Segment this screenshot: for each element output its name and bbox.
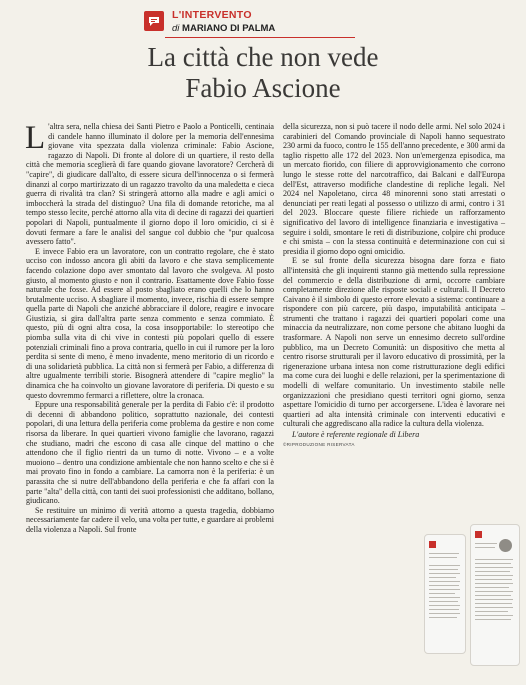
headline-line-2: Fabio Ascione [185, 73, 341, 103]
copyright-notice: ©RIPRODUZIONE RISERVATA [283, 441, 355, 447]
author-signature: L'autore è referente regionale di Libera [292, 430, 420, 439]
thumbnail-page-right [470, 524, 520, 666]
speech-bubble-icon [144, 11, 164, 31]
article-column-left [26, 122, 274, 535]
drop-cap: L [25, 120, 46, 156]
author-name: MARIANO DI PALMA [182, 23, 276, 34]
thumbnail-page-left [424, 534, 466, 654]
page-thumbnails [424, 512, 522, 676]
headline-line-1: La città che non vede [147, 42, 379, 72]
article-paragraph: E se sul fronte della sicurezza bisogna dare forza e fiato all'intensità che gli inquirenti stanno già mettendo sulla repressione del commercio e della distribuzione di armi, occorre cambiare completamente direzione alle risposte sociali e culturali. Il Decreto Caivano è il simbolo di questo errore elevato a sistema: continuare a rispondere con più carcere, più daspo, imputabilità anticipata – strumenti che trattano i ragazzi dei quartieri popolari come una minaccia da neutralizzare, non come persone che abitano luoghi da trasformare. A Napoli non serve un ennesimo decreto sull'ordine pubblico, ma un Decreto Comunità: un dispositivo che metta al centro risorse strutturali per il lavoro educativo di prossimità, per la rigenerazione urbana intesa non come ristrutturazione degli edifici ma come cura dei luoghi e delle relazioni, per la sperimentazione di modelli di welfare comunitario. Un investimento stabile nelle organizzazioni che presidiano questi territori ogni giorno, senza aspettare l'omicidio di turno per accorgersene. L'idea è lavorare nei quartieri ad alta intensità criminale con interventi educativi e culturali che aggrediscano alla radice la cultura della violenza. [283, 256, 505, 429]
article-column-right [283, 122, 505, 449]
article-paragraph [26, 122, 274, 247]
byline [172, 23, 275, 34]
byline-prefix: di [172, 23, 180, 34]
article-paragraph: E invece Fabio era un lavoratore, con un contratto regolare, che è stato ucciso con indosso ancora gli abiti da lavoro e che stava semplicemente facendo colazione dopo aver smontato dal lavoro che svolgeva. Al posto giusto, al momento giusto e non il contrario. Esattamente dove Fabio fosse naturale che fosse. Ad essere al posto sbagliato erano quelli che lo hanno brutalmente ucciso. A sbagliare il momento, invece, rischia di essere sempre quella parte di Napoli che anziché abbracciare il dolore, reagire e invocare Giustizia, si gira dall'altra parte senza commento e senza commiato. È questo, più di ogni altra cosa, la cosa insopportabile: lo stereotipo che piomba sulla vita di chi vive in contesti più popolari quello di essere potenziali criminali fino a prova contraria, quello in cui il rumore per la loro perdita si sente di meno, è meno invadente, meno meritorio di un ricordo e di una solidarietà pubblica. La città non si fermerà per Fabio, a differenza di altre ugualmente terribili storie. Bisognerà attendere di "capire meglio" la dinamica che ha coinvolto un giovane lavoratore di periferia. Di questo e su questo dovremmo fermarci a riflettere, oltre la cronaca. [26, 246, 274, 400]
article-paragraph: Eppure una responsabilità generale per la perdita di Fabio c'è: il prodotto di decenni di abbandono politico, soprattutto nazionale, dei contesti popolari, di una lettura della periferia come problema da gestire e non come risorsa da liberare. In quei quartieri vivono famiglie che lavorano, ragazzi che studiano, madri che escono di casa alle cinque del mattino o che attendono che il figlio rientri da un turno di notte. Vivono – e a volte muoiono – dentro una condizione ambientale che non hanno scelto e che si è mai provato fino in fondo a cambiare. La camorra non è la periferia: è un parassita che si nutre dell'abbandono della periferia e che fa affari con la parte "alta" della città, con tanti dei suoi professionisti che additano, bollano, giudicano. [26, 400, 274, 506]
headline [0, 42, 526, 104]
kicker-divider [165, 37, 355, 38]
article-paragraph: della sicurezza, non si può tacere il nodo delle armi. Nel solo 2024 i carabinieri del Comando provinciale di Napoli hanno sequestrato 230 armi da fuoco, contro le 155 dell'anno precedente, e 300 armi da taglio rispetto alle 172 del 2023. Non un'emergenza episodica, ma un mercato fiorido, con filiere di approvvigionamento che corrono lungo le stesse rotte del narcotraffico, dai Balcani e dall'Europa dell'Est, attraverso modifiche clandestine di repliche legali. Nel 2024 nel Napoletano, circa 48 minorenni sono stati arrestati o denunciati per reati legati al possesso o utilizzo di armi, contro i 31 del 2023. Bloccare queste filiere richiede un rafforzamento significativo del lavoro di intelligence finanziaria e investigativa – seguire i soldi, smontare le reti di distribuzione, colpire chi produce e chi smista – con la stessa continuità e determinazione con cui si presidia il giorno dopo ogni omicidio. [283, 122, 505, 256]
section-kicker: L'INTERVENTO [172, 9, 252, 21]
paragraph-text: 'altra sera, nella chiesa dei Santi Pietro e Paolo a Ponticelli, centinaia di candele hanno illuminato il dolore per la memoria dell'ennesima giovane vita spezzata dalla violenza criminale: Fabio Ascione, ragazzo di Napoli. Di fronte al dolore di un quartiere, il resto della città che memoria sceglierà di fare quando giovane lavoratore? Cercherà di "capire", di giudicare dall'alto, di essere sicura dell'innocenza o si fermerà dinanzi al corpo martirizzato di un ragazzo travolto da una maledetta e cieca guerra di rivalità tra clan? Si stringerà attorno alla madre e agli amici o imboccherà la strada del distinguo? Una fila di domande retoriche, ma al tempo stesso lecite, perché attorno alla vita di decine di ragazzi dei quartieri popolari di Napoli, puntualmente il giorno dopo il loro omicidio, ci si è dovuti fermare a fare le analisi del sangue col dubbio che "pur qualcosa avessero fatto". [26, 122, 274, 247]
article-paragraph: Se restituire un minimo di verità attorno a questa tragedia, dobbiamo necessariamente far cadere il velo, una volta per tutte, e guardare ai problemi della violenza a Napoli. Sul fronte [26, 505, 274, 534]
